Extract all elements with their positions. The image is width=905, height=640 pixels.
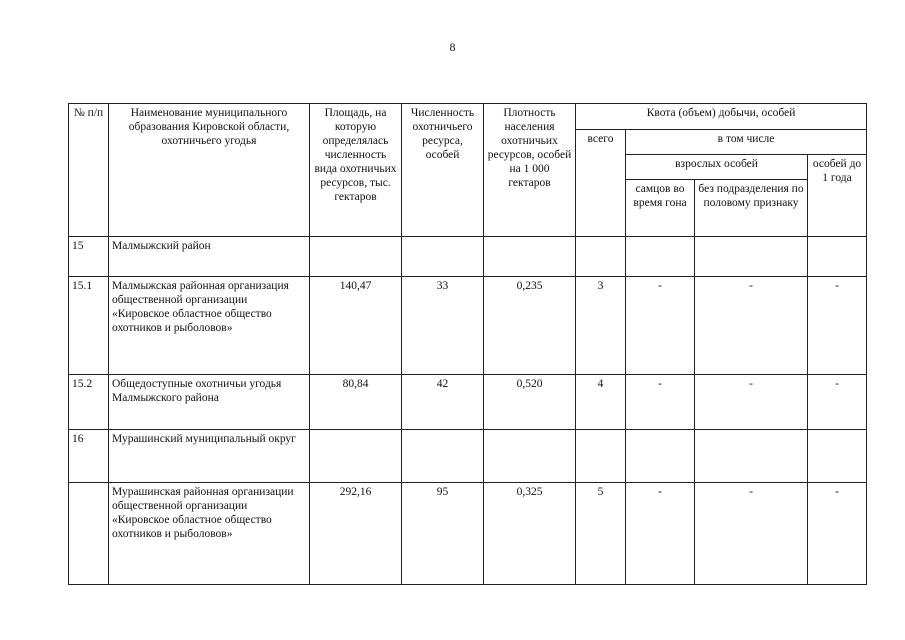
row-num [69,483,109,585]
header-males: самцов во время гона [626,180,695,237]
header-quota: Квота (объем) добычи, особей [576,104,867,130]
row-name: Мурашинская районная организации общественной организации «Кировское областное общество охотников и рыболовов» [109,483,310,585]
header-no-sex: без подразделения по половому признаку [695,180,808,237]
row-males: - [626,277,695,375]
row-area: 292,16 [310,483,402,585]
table-row [69,375,867,430]
row-males: - [626,483,695,585]
table-row [69,237,867,277]
row-no-sex [695,430,808,483]
row-count [402,430,484,483]
row-area [310,237,402,277]
row-no-sex: - [695,483,808,585]
row-under1: - [808,375,867,430]
row-no-sex: - [695,277,808,375]
page-number: 8 [449,40,456,54]
row-under1 [808,237,867,277]
row-total [576,430,626,483]
row-under1: - [808,483,867,585]
row-density: 0,235 [484,277,576,375]
row-count: 95 [402,483,484,585]
row-males [626,430,695,483]
row-name: Мурашинский муниципальный округ [109,430,310,483]
row-count: 33 [402,277,484,375]
row-total [576,237,626,277]
row-males: - [626,375,695,430]
header-adults: взрослых особей [626,155,808,180]
header-density: Плотность населения охотничьих ресурсов, особей на 1 000 гектаров [484,104,576,237]
row-density: 0,325 [484,483,576,585]
header-including: в том числе [626,130,867,155]
row-under1 [808,430,867,483]
row-num: 15.1 [69,277,109,375]
header-count: Численность охотничьего ресурса, особей [402,104,484,237]
row-area: 140,47 [310,277,402,375]
row-area [310,430,402,483]
row-num: 16 [69,430,109,483]
row-density [484,237,576,277]
header-under1: особей до 1 года [808,155,867,237]
row-no-sex: - [695,375,808,430]
row-total: 3 [576,277,626,375]
row-count [402,237,484,277]
row-males [626,237,695,277]
row-name: Малмыжский район [109,237,310,277]
row-density: 0,520 [484,375,576,430]
row-no-sex [695,237,808,277]
row-total: 5 [576,483,626,585]
row-num: 15 [69,237,109,277]
header-name: Наименование муниципального образования Кировской области, охотничьего угодья [109,104,310,237]
row-count: 42 [402,375,484,430]
row-area: 80,84 [310,375,402,430]
table-row [69,483,867,585]
row-num: 15.2 [69,375,109,430]
table-row [69,430,867,483]
header-area: Площадь, на которую определялась численность вида охотничьих ресурсов, тыс. гектаров [310,104,402,237]
row-under1: - [808,277,867,375]
row-total: 4 [576,375,626,430]
header-total: всего [576,130,626,237]
row-name: Общедоступные охотничьи угодья Малмыжского района [109,375,310,430]
row-density [484,430,576,483]
table-row [69,277,867,375]
header-num: № п/п [69,104,109,237]
quota-table [68,103,867,585]
row-name: Малмыжская районная организация общественной организации «Кировское областное общество охотников и рыболовов» [109,277,310,375]
